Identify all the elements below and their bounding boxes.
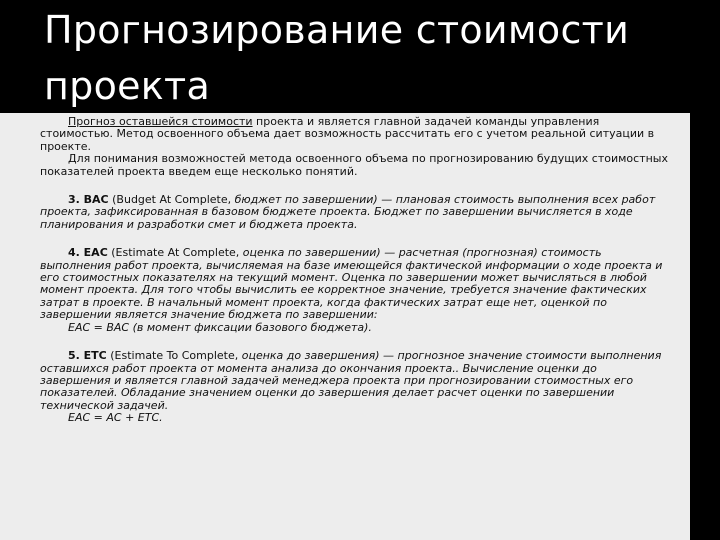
text-body	[40, 116, 670, 425]
definition-body: оценка до завершения) — прогнозное значение стоимости выполнения оставшихся работ проекта от момента анализа до окончания проекта.. Вычисление оценки до завершения и является главной задачей менеджера проекта при прогнозировании стоимостных его показателей. Обладание значением оценки до завершения делает расчет оценки по завершении технической задачей.	[40, 349, 662, 412]
formula: EAC = BAC (в момент фиксации базового бюджета).	[68, 320, 372, 334]
slide-title: Прогнозирование стоимости проекта	[44, 8, 630, 108]
definition-term: 4. EAC	[68, 246, 108, 260]
definition-term: 3. BAC	[68, 193, 109, 207]
intro-paragraph-1	[40, 116, 670, 153]
content-panel	[0, 113, 690, 540]
definition-english: (Estimate To Complete,	[106, 349, 242, 363]
definition-bac	[40, 194, 670, 231]
definition-text	[40, 350, 670, 412]
intro-paragraph-2: Для понимания возможностей метода освоенного объема по прогнозированию будущих стоимостных показателей проекта введем еще несколько понятий.	[40, 152, 668, 178]
definition-body: оценка по завершении) — расчетная (прогнозная) стоимость выполнения работ проекта, вычисляемая на базе имеющейся фактической информации о ходе проекта и его стоимостных показателях на текущий момент. Оценка по завершении может вычисляться в любой момент проекта. Для того чтобы вычислить ее корректное значение, требуется значение фактических затрат в проекте. В начальный момент проекта, когда фактических затрат еще нет, оценкой по завершении является значение бюджета по завершении:	[40, 246, 663, 322]
definition-english: (Budget At Complete,	[108, 193, 235, 207]
definition-term: 5. ETC	[68, 349, 107, 363]
definition-text	[40, 194, 670, 231]
definition-body: бюджет по завершении) — плановая стоимость выполнения всех работ проекта, зафиксированная в базовом бюджете проекта. Бюджет по завершении вычисляется в ходе планирования и разработки смет и бюджета проекта.	[40, 193, 656, 231]
formula: EAC = AC + ETC.	[68, 411, 163, 425]
definition-etc	[40, 350, 670, 424]
definition-eac	[40, 247, 670, 334]
intro-section	[40, 116, 670, 178]
definition-english: (Estimate At Complete,	[107, 246, 243, 260]
definition-text	[40, 247, 670, 321]
intro-paragraph-1-rest: проекта и является главной задачей команды управления стоимостью. Метод освоенного объема дает возможность рассчитать его с учетом реальной ситуации в проекте.	[40, 115, 655, 153]
underlined-phrase: Прогноз оставшейся стоимости	[68, 115, 253, 128]
